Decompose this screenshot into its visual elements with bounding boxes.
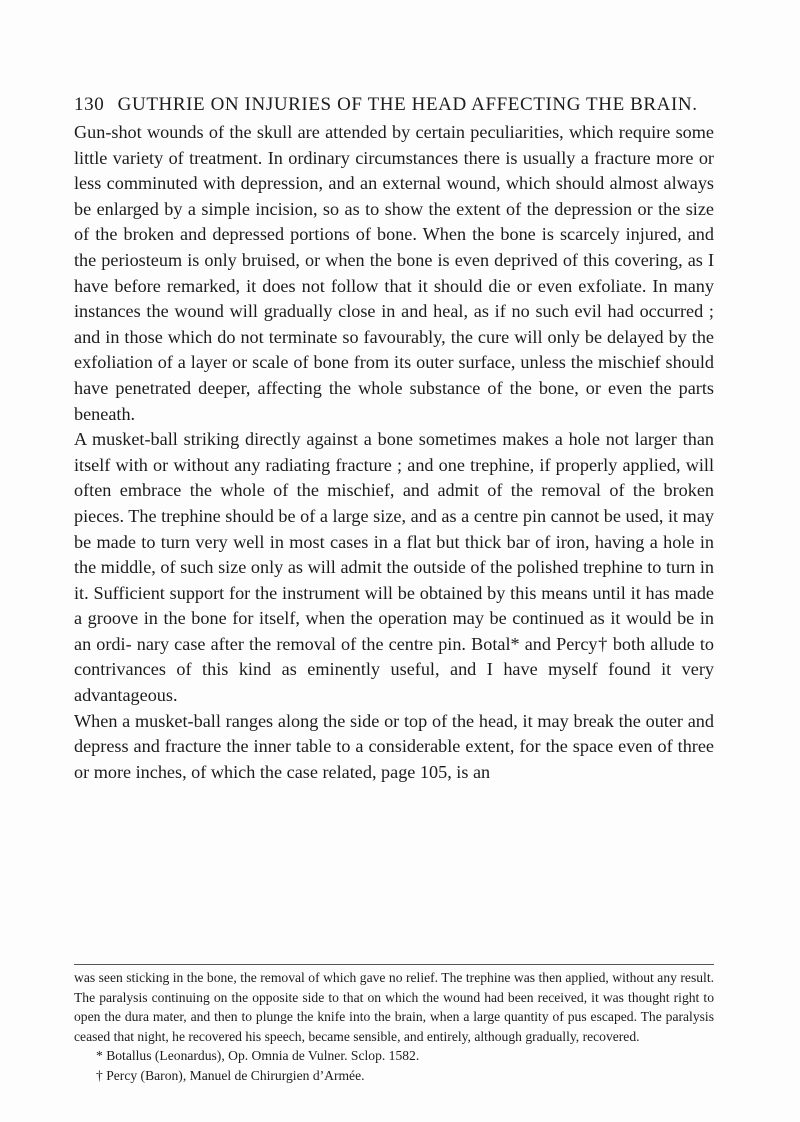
footnote-rule [74, 964, 714, 965]
page-number: 130 [74, 94, 105, 115]
running-title: GUTHRIE ON INJURIES OF THE HEAD AFFECTING THE BRAIN. [117, 94, 698, 115]
body-text [74, 120, 714, 785]
running-head [74, 94, 714, 116]
footnotes [74, 968, 714, 1086]
footnote-continuation: was seen sticking in the bone, the removal of which gave no relief. The trephine was then applied, without any result. The paralysis continuing on the opposite side to that on which the wound had been received, it was thought right to open the dura mater, and then to plunge the knife into the brain, when a large quantity of pus escaped. The paralysis ceased that night, he recovered his speech, became sensible, and entirely, although gradually, recovered. [74, 970, 714, 1044]
paragraph: Gun-shot wounds of the skull are attended by certain peculiarities, which require some little variety of treatment. In ordinary circumstances there is usually a fracture more or less comminuted with depression, and an external wound, which should almost always be enlarged by a simple incision, so as to show the extent of the depression or the size of the broken and depressed portions of bone. When the bone is scarcely injured, and the periosteum is only bruised, or when the bone is even deprived of this covering, as I have before remarked, it does not follow that it should die or even exfoliate. In many instances the wound will gradually close in and heal, as if no such evil had occurred ; and in those which do not terminate so favourably, the cure will only be delayed by the exfoliation of a layer or scale of bone from its outer surface, unless the mischief should have penetrated deeper, affecting the whole substance of the bone, or even the parts beneath. [74, 122, 714, 424]
footnote-percy: † Percy (Baron), Manuel de Chirurgien d’Armée. [96, 1067, 365, 1083]
paragraph: A musket-ball striking directly against a bone sometimes makes a hole not larger than itself with or without any radiating fracture ; and one trephine, if properly applied, will often embrace the whole of the mischief, and admit of the removal of the broken pieces. The trephine should be of a large size, and as a centre pin cannot be used, it may be made to turn very well in most cases in a flat but thick bar of iron, having a hole in the middle, of such size only as will admit the outside of the polished trephine to turn in it. Sufficient support for the instrument will be obtained by this means until it has made a groove in the bone for itself, when the operation may be continued as it would be in an ordi- nary case after the removal of the centre pin. Botal* and Percy† both allude to contrivances of this kind as eminently useful, and I have myself found it very advantageous. [74, 429, 714, 706]
footnote-botallus: * Botallus (Leonardus), Op. Omnia de Vulner. Sclop. 1582. [96, 1048, 420, 1064]
paragraph: When a musket-ball ranges along the side or top of the head, it may break the outer and depress and fracture the inner table to a considerable extent, for the space even of three or more inches, of which the case related, page 105, is an [74, 710, 714, 782]
